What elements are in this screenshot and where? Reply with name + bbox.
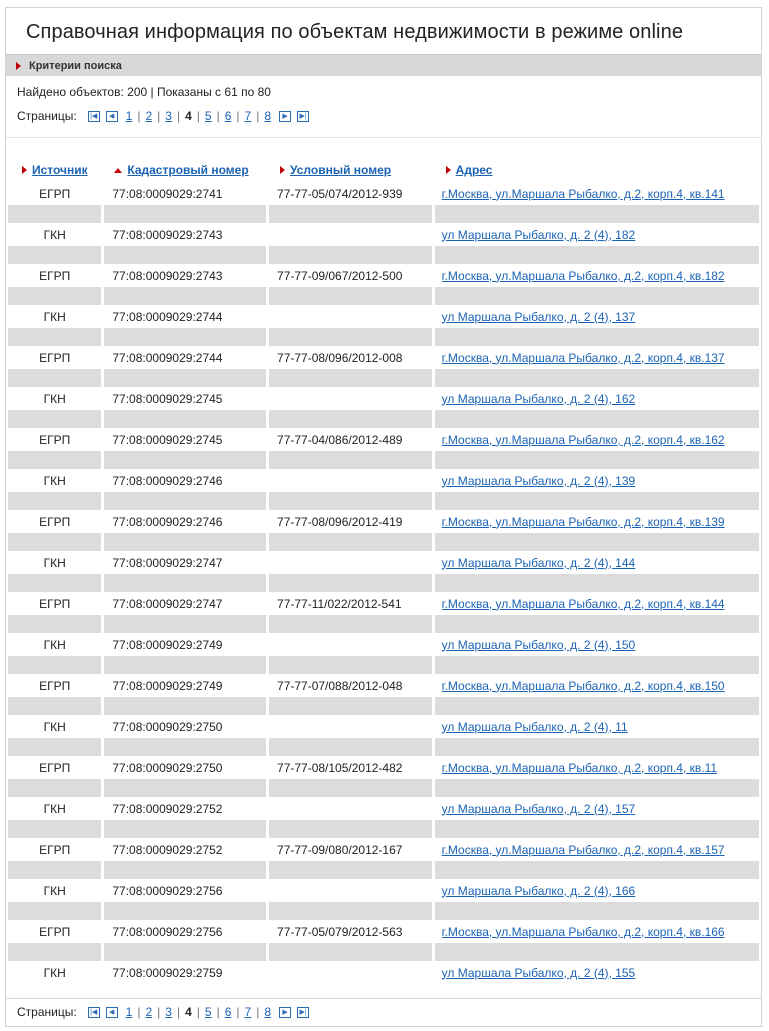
page-link-5[interactable]: 5 [204,1005,212,1019]
cell-address [435,428,759,451]
cell-source: ГКН [43,391,66,406]
row-separator [8,287,759,305]
col-header-source[interactable] [8,138,101,182]
page-link-8[interactable]: 8 [264,1005,272,1019]
row-separator-cell [269,574,432,592]
cell-conditional: 77-77-08/096/2012-008 [277,350,403,365]
cell-conditional: 77-77-04/086/2012-489 [277,432,403,447]
page-links [121,1005,276,1019]
page-separator: | [216,1005,220,1019]
cell-source: ЕГРП [39,924,71,939]
row-separator-cell [104,369,266,387]
page-separator: | [236,1005,240,1019]
cell-cadastral: 77:08:0009029:2752 [112,801,223,816]
cell-source: ГКН [43,637,66,652]
row-separator-cell [435,615,759,633]
sort-triangle-icon [446,166,451,174]
row-separator-cell [8,779,101,797]
row-separator [8,451,759,469]
pager-top [6,103,761,129]
row-separator-cell [104,246,266,264]
cell-cadastral: 77:08:0009029:2756 [112,924,223,939]
page-links [121,109,276,123]
cell-cadastral: 77:08:0009029:2752 [112,842,223,857]
address-link[interactable]: г.Москва, ул.Маршала Рыбалко, д.2, корп.4, кв.182 [441,268,725,283]
row-separator [8,246,759,264]
page-link-3[interactable]: 3 [165,1005,172,1019]
page-separator: | [256,1005,260,1019]
next-page-icon[interactable]: ▶ [279,111,291,122]
page-separator: | [176,1005,181,1019]
row-separator-cell [8,205,101,223]
cell-cadastral: 77:08:0009029:2759 [112,965,223,980]
table-row [8,838,759,861]
table-row [8,592,759,615]
row-separator-cell [269,697,432,715]
cell-address [435,223,759,246]
row-separator-cell [8,656,101,674]
cell-conditional: 77-77-05/079/2012-563 [277,924,403,939]
page-link-6[interactable]: 6 [224,1005,232,1019]
cell-cadastral: 77:08:0009029:2743 [112,227,223,242]
col-header-address[interactable] [435,138,759,182]
cell-source: ГКН [43,227,66,242]
row-separator-cell [8,902,101,920]
row-separator-cell [8,861,101,879]
row-separator [8,615,759,633]
row-separator-cell [8,246,101,264]
cell-cadastral: 77:08:0009029:2749 [112,678,223,693]
row-separator [8,697,759,715]
page-separator: | [196,109,200,123]
cell-cadastral: 77:08:0009029:2745 [112,432,223,447]
cell-conditional [269,305,432,328]
row-separator-cell [8,451,101,469]
cell-source: ГКН [43,965,66,980]
table-row [8,223,759,246]
row-separator-cell [104,943,266,961]
table-row [8,674,759,697]
page-separator: | [236,109,240,123]
table-row [8,879,759,902]
address-link[interactable]: г.Москва, ул.Маршала Рыбалко, д.2, корп.4, кв.166 [441,924,725,939]
row-separator-cell [269,451,432,469]
address-link[interactable]: г.Москва, ул.Маршала Рыбалко, д.2, корп.4, кв.139 [441,514,725,529]
cell-address [435,715,759,738]
cell-cadastral: 77:08:0009029:2750 [112,760,223,775]
results-table [5,138,762,984]
cell-conditional [269,387,432,410]
cell-source: ЕГРП [39,186,71,201]
address-link[interactable]: ул Маршала Рыбалко, д. 2 (4), 11 [441,719,628,734]
cell-cadastral: 77:08:0009029:2747 [112,555,223,570]
page-link-6[interactable]: 6 [224,109,232,123]
table-row [8,920,759,943]
cell-address [435,305,759,328]
address-link[interactable]: ул Маршала Рыбалко, д. 2 (4), 166 [441,883,636,898]
page-link-7[interactable]: 7 [244,1005,252,1019]
sort-triangle-icon [22,166,27,174]
row-separator-cell [435,697,759,715]
row-separator-cell [104,820,266,838]
row-separator-cell [435,738,759,756]
row-separator-cell [269,287,432,305]
page-link-5[interactable]: 5 [204,109,212,123]
row-separator-cell [269,902,432,920]
address-link[interactable]: г.Москва, ул.Маршала Рыбалко, д.2, корп.4, кв.150 [441,678,725,693]
col-cadastral-link[interactable]: Кадастровый номер [127,162,249,177]
col-address-link[interactable]: Адрес [455,162,493,177]
cell-cadastral: 77:08:0009029:2756 [112,883,223,898]
row-separator [8,738,759,756]
cell-source: ЕГРП [39,514,71,529]
col-conditional-link[interactable]: Условный номер [290,162,392,177]
col-source-link[interactable]: Источник [32,162,88,177]
address-link[interactable]: г.Москва, ул.Маршала Рыбалко, д.2, корп.4, кв.141 [441,186,725,201]
row-separator-cell [104,287,266,305]
row-separator-cell [269,820,432,838]
cell-address [435,838,759,861]
page-link-1[interactable]: 1 [125,1005,133,1019]
cell-source: ЕГРП [39,760,71,775]
cell-cadastral: 77:08:0009029:2743 [112,268,223,283]
last-page-icon[interactable]: ▶| [297,1007,309,1018]
table-row [8,551,759,574]
row-separator [8,533,759,551]
row-separator-cell [435,820,759,838]
cell-conditional: 77-77-11/022/2012-541 [277,596,402,611]
address-link[interactable]: ул Маршала Рыбалко, д. 2 (4), 182 [441,227,636,242]
cell-conditional [269,469,432,492]
row-separator-cell [269,738,432,756]
table-row [8,387,759,410]
row-separator-cell [104,451,266,469]
cell-source: ГКН [43,473,66,488]
cell-conditional: 77-77-09/080/2012-167 [277,842,403,857]
row-separator-cell [435,410,759,428]
col-header-cadastral[interactable] [104,138,266,182]
row-separator-cell [8,615,101,633]
row-separator-cell [104,615,266,633]
row-separator-cell [8,492,101,510]
cell-source: ЕГРП [39,268,71,283]
row-separator-cell [435,205,759,223]
address-link[interactable]: ул Маршала Рыбалко, д. 2 (4), 157 [441,801,636,816]
row-separator-cell [104,533,266,551]
cell-source: ГКН [43,309,66,324]
row-separator-cell [8,533,101,551]
row-separator [8,943,759,961]
expand-triangle-icon [16,62,21,70]
row-separator-cell [8,369,101,387]
page-title: Справочная информация по объектам недвижимости в режиме online [26,21,684,43]
row-separator-cell [104,328,266,346]
page-link-8[interactable]: 8 [264,109,272,123]
row-separator [8,656,759,674]
row-separator-cell [435,574,759,592]
row-separator [8,328,759,346]
table-row [8,633,759,656]
address-link[interactable]: г.Москва, ул.Маршала Рыбалко, д.2, корп.4, кв.11 [441,760,718,775]
cell-cadastral: 77:08:0009029:2750 [112,719,223,734]
row-separator-cell [435,902,759,920]
row-separator-cell [435,451,759,469]
row-separator-cell [8,410,101,428]
row-separator-cell [269,943,432,961]
page-separator: | [137,1005,141,1019]
row-separator-cell [104,697,266,715]
cell-source: ГКН [43,555,66,570]
cell-conditional: 77-77-05/074/2012-939 [277,186,403,201]
row-separator-cell [104,492,266,510]
row-separator-cell [435,246,759,264]
cell-conditional [269,223,432,246]
last-page-icon[interactable]: ▶| [297,111,309,122]
prev-page-icon[interactable]: ◀ [106,1007,118,1018]
table-row [8,756,759,779]
row-separator-cell [104,205,266,223]
cell-cadastral: 77:08:0009029:2746 [112,473,223,488]
address-link[interactable]: ул Маршала Рыбалко, д. 2 (4), 137 [441,309,636,324]
row-separator-cell [104,410,266,428]
row-separator-cell [435,287,759,305]
col-header-conditional[interactable] [269,138,432,182]
pager-bottom-wrap [6,998,761,1025]
cell-address [435,633,759,656]
row-separator-cell [8,697,101,715]
cell-cadastral: 77:08:0009029:2749 [112,637,223,652]
row-separator [8,410,759,428]
table-row [8,264,759,287]
cell-source: ЕГРП [39,678,71,693]
row-separator [8,820,759,838]
row-separator-cell [104,574,266,592]
cell-address [435,264,759,287]
results-body [8,182,759,984]
row-separator-cell [269,861,432,879]
cell-cadastral: 77:08:0009029:2747 [112,596,223,611]
page-link-7[interactable]: 7 [244,109,252,123]
cell-cadastral: 77:08:0009029:2744 [112,309,223,324]
table-row [8,510,759,533]
cell-address [435,551,759,574]
table-row [8,428,759,451]
cell-address [435,797,759,820]
page-link-1[interactable]: 1 [125,109,133,123]
table-row [8,797,759,820]
address-link[interactable]: г.Москва, ул.Маршала Рыбалко, д.2, корп.4, кв.144 [441,596,725,611]
row-separator [8,369,759,387]
cell-conditional: 77-77-08/096/2012-419 [277,514,403,529]
cell-conditional: 77-77-09/067/2012-500 [277,268,403,283]
row-separator-cell [269,369,432,387]
cell-source: ЕГРП [39,432,71,447]
table-row [8,182,759,205]
cell-source: ГКН [43,801,66,816]
row-separator-cell [269,328,432,346]
row-separator [8,902,759,920]
table-row [8,469,759,492]
row-separator [8,205,759,223]
row-separator-cell [269,656,432,674]
search-criteria-toggle[interactable] [6,54,761,76]
row-separator-cell [8,738,101,756]
sort-asc-icon [114,168,122,173]
row-separator-cell [435,943,759,961]
page-separator: | [137,109,141,123]
cell-address [435,510,759,533]
cell-address [435,592,759,615]
row-separator-cell [8,574,101,592]
prev-page-icon[interactable]: ◀ [106,111,118,122]
address-link[interactable]: ул Маршала Рыбалко, д. 2 (4), 144 [441,555,636,570]
page-link-2[interactable]: 2 [145,109,153,123]
row-separator-cell [104,738,266,756]
address-link[interactable]: г.Москва, ул.Маршала Рыбалко, д.2, корп.4, кв.162 [441,432,725,447]
cell-address [435,387,759,410]
cell-address [435,756,759,779]
cell-address [435,346,759,369]
current-page: 4 [185,109,192,123]
cell-conditional [269,797,432,820]
row-separator-cell [104,861,266,879]
page-separator: | [216,109,220,123]
address-link[interactable]: г.Москва, ул.Маршала Рыбалко, д.2, корп.4, кв.137 [441,350,725,365]
cell-conditional: 77-77-08/105/2012-482 [277,760,403,775]
cell-conditional [269,961,432,984]
first-page-icon[interactable]: |◀ [88,111,100,122]
row-separator-cell [104,902,266,920]
row-separator-cell [435,656,759,674]
page-separator: | [157,109,161,123]
row-separator-cell [269,410,432,428]
table-row [8,305,759,328]
cell-conditional [269,633,432,656]
row-separator-cell [435,492,759,510]
row-separator-cell [104,656,266,674]
pager-bottom [6,999,761,1025]
cell-source: ЕГРП [39,596,71,611]
row-separator-cell [269,246,432,264]
next-page-icon[interactable]: ▶ [279,1007,291,1018]
page-separator: | [176,109,181,123]
page-link-3[interactable]: 3 [165,109,172,123]
cell-conditional [269,715,432,738]
cell-source: ГКН [43,883,66,898]
row-separator-cell [104,779,266,797]
table-row [8,346,759,369]
current-page: 4 [185,1005,192,1019]
pager-label: Страницы: [17,1005,77,1019]
results-count: Найдено объектов: 200 | Показаны с 61 по 80 [17,85,271,99]
cell-conditional [269,879,432,902]
address-link[interactable]: ул Маршала Рыбалко, д. 2 (4), 162 [441,391,636,406]
cell-address [435,469,759,492]
address-link[interactable]: ул Маршала Рыбалко, д. 2 (4), 155 [441,965,636,980]
row-separator-cell [435,861,759,879]
sort-triangle-icon [280,166,285,174]
row-separator [8,779,759,797]
row-separator-cell [8,328,101,346]
pager-label: Страницы: [17,109,77,123]
cell-conditional [269,551,432,574]
row-separator-cell [435,779,759,797]
row-separator-cell [269,492,432,510]
cell-conditional: 77-77-07/088/2012-048 [277,678,403,693]
page-separator: | [196,1005,200,1019]
page-link-2[interactable]: 2 [145,1005,153,1019]
cell-source: ЕГРП [39,350,71,365]
row-separator-cell [269,615,432,633]
cell-cadastral: 77:08:0009029:2746 [112,514,223,529]
address-link[interactable]: ул Маршала Рыбалко, д. 2 (4), 139 [441,473,636,488]
cell-address [435,182,759,205]
page-separator: | [256,109,260,123]
row-separator-cell [435,328,759,346]
first-page-icon[interactable]: |◀ [88,1007,100,1018]
row-separator-cell [435,369,759,387]
cell-address [435,961,759,984]
search-criteria-label: Критерии поиска [29,59,122,72]
cell-cadastral: 77:08:0009029:2745 [112,391,223,406]
cell-address [435,920,759,943]
row-separator [8,492,759,510]
row-separator-cell [269,779,432,797]
cell-source: ГКН [43,719,66,734]
address-link[interactable]: г.Москва, ул.Маршала Рыбалко, д.2, корп.4, кв.157 [441,842,725,857]
row-separator [8,574,759,592]
cell-address [435,674,759,697]
row-separator-cell [269,205,432,223]
table-row [8,961,759,984]
address-link[interactable]: ул Маршала Рыбалко, д. 2 (4), 150 [441,637,636,652]
cell-cadastral: 77:08:0009029:2741 [112,186,223,201]
page-separator: | [157,1005,161,1019]
row-separator [8,861,759,879]
row-separator-cell [8,287,101,305]
cell-address [435,879,759,902]
row-separator-cell [8,943,101,961]
results-panel [5,7,762,1027]
row-separator-cell [269,533,432,551]
row-separator-cell [435,533,759,551]
cell-source: ЕГРП [39,842,71,857]
cell-cadastral: 77:08:0009029:2744 [112,350,223,365]
row-separator-cell [8,820,101,838]
table-row [8,715,759,738]
